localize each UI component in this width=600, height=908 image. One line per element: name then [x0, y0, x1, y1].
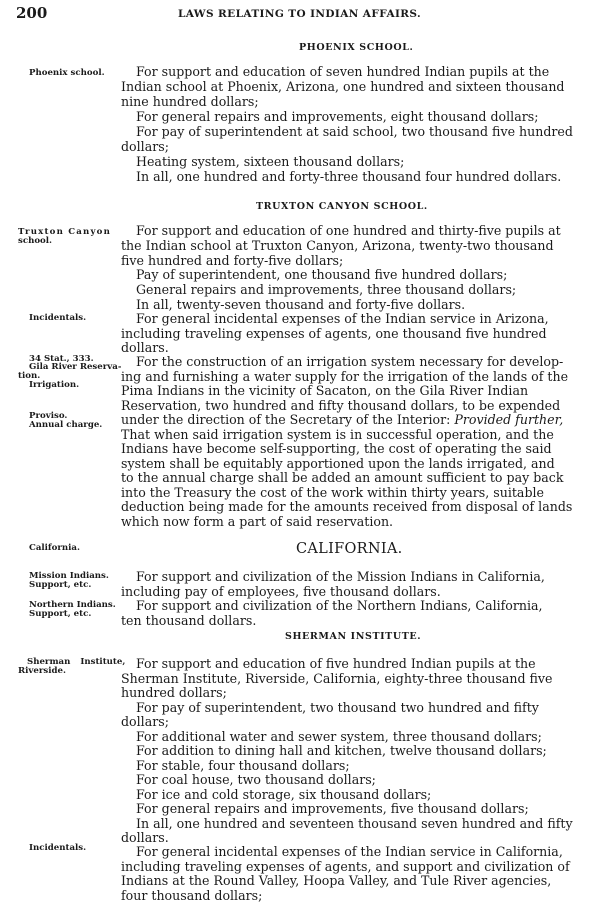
margin-note: tion. [18, 371, 41, 381]
proviso-italic: Provided further, [454, 412, 564, 427]
margin-note: Gila River Reserva- [29, 362, 122, 372]
text-line: including traveling expenses of agents, and support and civilization of [121, 859, 570, 874]
text-line: For support and civilization of the Mission Indians in California, [136, 569, 545, 584]
text-line: deduction being made for the amounts received from disposal of lands [121, 499, 573, 514]
text-line: For support and education of five hundred Indian pupils at the [136, 656, 536, 671]
text-line: For support and civilization of the Northern Indians, California, [136, 598, 543, 613]
text-line: including pay of employees, five thousand dollars. [121, 584, 441, 599]
margin-note: Truxton Canyon [18, 227, 112, 237]
margin-note: Mission Indians. [29, 571, 109, 581]
margin-note: Support, etc. [29, 609, 92, 619]
text-line: That when said irrigation system is in successful operation, and the [121, 427, 554, 442]
text-line: dollars; [121, 714, 169, 729]
text-line: General repairs and improvements, three thousand dollars; [136, 282, 517, 297]
text-line: dollars. [121, 340, 169, 355]
text-line: In all, one hundred and seventeen thousand seven hundred and fifty [136, 816, 573, 831]
heading-truxton-canyon-school: TRUXTON CANYON SCHOOL. [256, 201, 428, 212]
text-line: Sherman Institute, Riverside, California, eighty-three thousand five [121, 671, 553, 686]
heading-california: CALIFORNIA. [296, 541, 403, 557]
text-line: Pima Indians in the vicinity of Sacaton, on the Gila River Indian [121, 383, 529, 398]
text-line: Pay of superintendent, one thousand five hundred dollars; [136, 267, 508, 282]
page-number: 200 [16, 4, 48, 22]
heading-sherman-institute: SHERMAN INSTITUTE. [285, 631, 422, 642]
margin-note: Sherman Institute, [27, 657, 126, 667]
text-line: hundred dollars; [121, 685, 227, 700]
margin-note: Incidentals. [29, 313, 87, 323]
text-line: In all, one hundred and forty-three thousand four hundred dollars. [136, 169, 562, 184]
text-line: ten thousand dollars. [121, 613, 257, 628]
text-line: For additional water and sewer system, three thousand dollars; [136, 729, 542, 744]
text-line: In all, twenty-seven thousand and forty-five dollars. [136, 297, 466, 312]
text-run: under the direction of the Secretary of the Interior: [121, 412, 451, 427]
text-line: Heating system, sixteen thousand dollars; [136, 154, 405, 169]
margin-note: Riverside. [18, 666, 66, 676]
text-line: For stable, four thousand dollars; [136, 758, 350, 773]
margin-note: Incidentals. [29, 843, 87, 853]
text-line: For coal house, two thousand dollars; [136, 772, 376, 787]
text-line: For general repairs and improvements, five thousand dollars; [136, 801, 529, 816]
text-line: system shall be equitably apportioned upon the lands irrigated, and [121, 456, 555, 471]
margin-note: Northern Indians. [29, 600, 116, 610]
margin-note: Phoenix school. [29, 68, 105, 78]
text-line: For support and education of seven hundred Indian pupils at the [136, 64, 550, 79]
margin-note: Proviso. [29, 411, 68, 421]
text-line: Indians at the Round Valley, Hoopa Valley, and Tule River agencies, [121, 873, 552, 888]
text-line: into the Treasury the cost of the work within thirty years, suitable [121, 485, 544, 500]
text-line: dollars. [121, 830, 169, 845]
text-line: to the annual charge shall be added an amount sufficient to pay back [121, 470, 564, 485]
text-line: For the construction of an irrigation system necessary for develop- [136, 354, 564, 369]
text-line: For support and education of one hundred and thirty-five pupils at [136, 223, 561, 238]
margin-note: school. [18, 236, 53, 246]
text-line: including traveling expenses of agents, one thousand five hundred [121, 326, 547, 341]
margin-note: 34 Stat., 333. [29, 354, 94, 364]
margin-note: Annual charge. [29, 420, 103, 430]
text-line: ing and furnishing a water supply for the irrigation of the lands of the [121, 369, 569, 384]
text-line: Indian school at Phoenix, Arizona, one hundred and sixteen thousand [121, 79, 565, 94]
text-line: For pay of superintendent, two thousand two hundred and fifty [136, 700, 539, 715]
margin-note: California. [29, 543, 80, 553]
text-line: For general incidental expenses of the Indian service in Arizona, [136, 311, 549, 326]
text-line: four thousand dollars; [121, 888, 263, 903]
running-title: LAWS RELATING TO INDIAN AFFAIRS. [178, 8, 422, 20]
margin-note: Support, etc. [29, 580, 92, 590]
text-line: five hundred and forty-five dollars; [121, 253, 344, 268]
text-line: the Indian school at Truxton Canyon, Arizona, twenty-two thousand [121, 238, 554, 253]
text-line: dollars; [121, 139, 169, 154]
text-line: For ice and cold storage, six thousand dollars; [136, 787, 432, 802]
text-line: For general repairs and improvements, eight thousand dollars; [136, 109, 539, 124]
margin-note: Irrigation. [29, 380, 80, 390]
text-line: For addition to dining hall and kitchen, twelve thousand dollars; [136, 743, 547, 758]
text-line [121, 412, 563, 427]
text-line: Indians have become self-supporting, the cost of operating the said [121, 441, 552, 456]
text-line: nine hundred dollars; [121, 94, 259, 109]
text-line: Reservation, two hundred and fifty thousand dollars, to be expended [121, 398, 561, 413]
text-line: which now form a part of said reservation. [121, 514, 394, 529]
text-line: For general incidental expenses of the Indian service in California, [136, 844, 563, 859]
text-line: For pay of superintendent at said school, two thousand five hundred [136, 124, 573, 139]
heading-phoenix-school: PHOENIX SCHOOL. [299, 42, 414, 53]
